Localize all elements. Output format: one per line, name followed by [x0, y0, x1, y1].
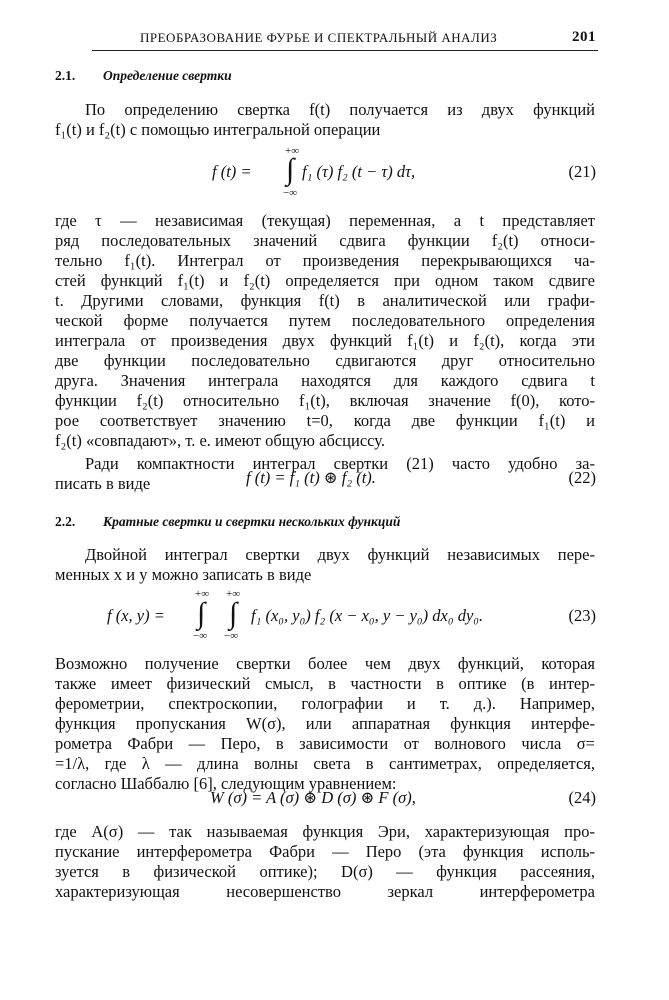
paragraph-line: согласно Шаббалю [6], следующим уравнением:: [55, 774, 397, 793]
page-number: 201: [572, 29, 596, 45]
paragraph-line: рометра Фабри — Перо, в зависимости от волнового числа σ=: [55, 734, 595, 753]
integral-sign: ∫: [286, 153, 295, 186]
paragraph-line: =1/λ, где λ — длина волны света в сантиметрах, определяется,: [55, 754, 595, 773]
paragraph-line: две функции последовательно сдвигаются друг относительно: [55, 351, 595, 370]
paragraph-line: интеграла от произведения двух функций f₁(t) и f₂(t), когда эти: [55, 331, 595, 350]
paragraph-line: Двойной интеграл свертки двух функций независимых пере-: [85, 545, 595, 564]
section-number: 2.1.: [55, 68, 76, 83]
section-title: Определение свертки: [103, 68, 232, 83]
equation-21: [0, 145, 669, 201]
paragraph-line: рое соответствует значению t=0, когда две функции f₁(t) и: [55, 411, 595, 430]
equation-expression: f (t) = f₁ (t) ⊛ f₂ (t).: [246, 468, 376, 487]
integral-upper-limit: +∞: [195, 588, 210, 600]
integral-upper-limit: +∞: [285, 145, 300, 157]
paragraph-line: f₁(t) и f₂(t) с помощью интегральной операции: [55, 120, 381, 139]
integral-lower-limit: −∞: [224, 630, 239, 642]
section-heading-2-1: [55, 68, 595, 84]
paragraph-line: пускание интерферометра Фабри — Перо (эта функция исполь-: [55, 842, 595, 861]
paragraph-line: ряд последовательных значений сдвига функции f₂(t) относи-: [55, 231, 595, 250]
integral-upper-limit: +∞: [226, 588, 241, 600]
running-title: ПРЕОБРАЗОВАНИЕ ФУРЬЕ И СПЕКТРАЛЬНЫЙ АНАЛИЗ: [140, 30, 498, 45]
paragraph-line: тельно f₁(t). Интеграл от произведения перекрывающихся ча-: [55, 251, 595, 270]
paragraph-line: Ради компактности интеграл свертки (21) часто удобно за-: [85, 454, 595, 473]
equation-24: [0, 788, 669, 812]
paragraph-line: стей функций f₁(t) и f₂(t) определяется при одном таком сдвиге: [55, 271, 595, 290]
equation-integrand: f₁ (τ) f₂ (t − τ) dτ,: [302, 162, 416, 181]
paragraph-line: функции f₂(t) относительно f₁(t), включая значение f(0), кото-: [55, 391, 595, 410]
paragraph-line: ферометрии, спектроскопии, голографии и т. д.). Например,: [55, 694, 595, 713]
running-header: [92, 30, 598, 51]
section-heading-2-2: [55, 514, 595, 530]
equation-23: [0, 588, 669, 644]
equation-number: (24): [568, 788, 596, 807]
paragraph-line: t. Другими словами, функция f(t) в аналитической или графи-: [55, 291, 595, 310]
equation-integrand: f₁ (x₀, y₀) f₂ (x − x₀, y − y₀) dx₀ dy₀.: [251, 606, 484, 625]
integral-lower-limit: −∞: [193, 630, 208, 642]
paragraph-line: где A(σ) — так называемая функция Эри, характеризующая про-: [55, 822, 595, 841]
equation-number: (21): [568, 162, 596, 181]
paragraph-line: писать в виде: [55, 474, 151, 493]
equation-number: (22): [568, 468, 596, 487]
integral-sign: ∫: [197, 597, 206, 630]
paragraph-line: характеризующая несовершенство зеркал интерферометра: [55, 882, 595, 901]
paragraph-line: Возможно получение свертки более чем двух функций, которая: [55, 654, 595, 673]
section-title: Кратные свертки и свертки нескольких функций: [103, 514, 401, 529]
section-number: 2.2.: [55, 514, 76, 529]
paragraph-line: f₂(t) «совпадают», т. е. имеют общую абсциссу.: [55, 431, 385, 450]
paragraph-line: ческой форме получается путем последовательного определения: [55, 311, 595, 330]
paragraph-line: менных x и y можно записать в виде: [55, 565, 312, 584]
paragraph-line: функция пропускания W(σ), или аппаратная функция интерфе-: [55, 714, 595, 733]
equation-lhs: f (t) =: [212, 162, 252, 181]
equation-lhs: f (x, y) =: [107, 606, 165, 625]
paragraph-line: По определению свертка f(t) получается из двух функций: [85, 100, 595, 119]
paragraph-line: где τ — независимая (текущая) переменная, а t представляет: [55, 211, 595, 230]
equation-number: (23): [568, 606, 596, 625]
paragraph-line: зуется в физической оптике); D(σ) — функция рассеяния,: [55, 862, 595, 881]
equation-expression: W (σ) = A (σ) ⊛ D (σ) ⊛ F (σ),: [210, 788, 416, 807]
paragraph-line: также имеет физический смысл, в частности в оптике (в интер-: [55, 674, 595, 693]
integral-sign: ∫: [229, 597, 238, 630]
paragraph-line: друга. Значения интеграла находятся для каждого сдвига t: [55, 371, 595, 390]
equation-22: [0, 468, 669, 492]
integral-lower-limit: −∞: [283, 187, 298, 199]
